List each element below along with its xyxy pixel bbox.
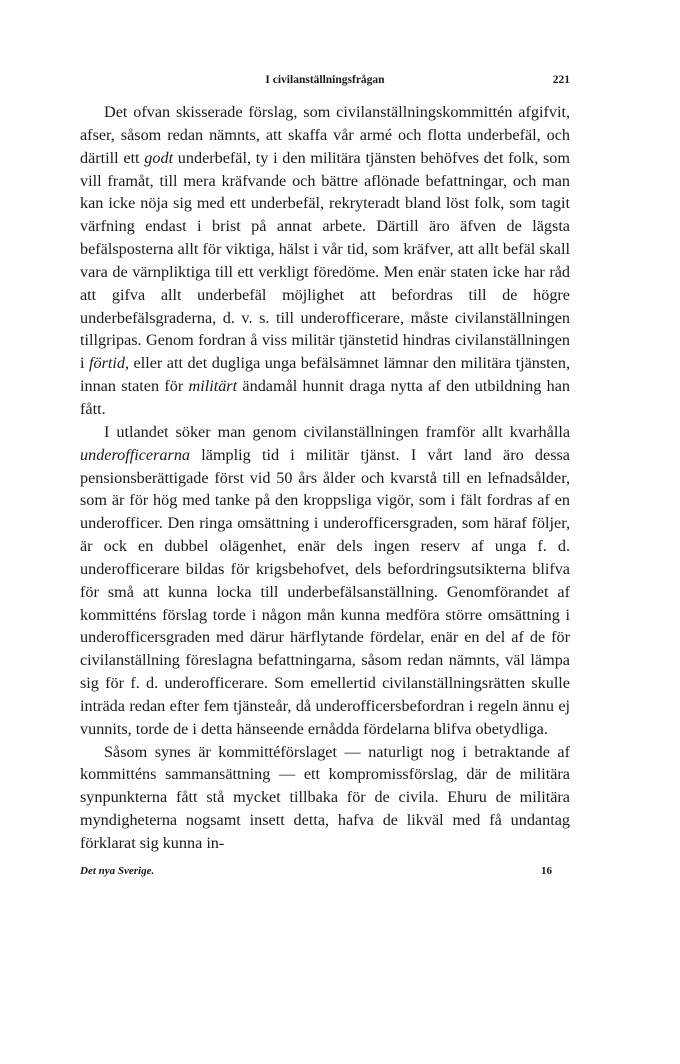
text-segment: I utlandet söker man genom civilanställningen framför allt kvarhålla — [104, 422, 570, 441]
text-segment: Såsom synes är kommittéförslaget — naturligt nog i betraktande af kommitténs sammansättning — ett kompromissförslag, där de militära synpunkterna fått stå mycket tillbaka för de civila. Ehuru de militära myndigheterna nogsamt insett detta, hafva de likväl med få undantag förklarat sig kunna in- — [80, 742, 570, 852]
text-segment: lämplig tid i militär tjänst. I vårt land äro dessa pensionsberättigade först vid 50 års ålder och kvarstå till en lefnadsålder, som är för hög med tanke på den kroppsliga vigör, som i fält fordras af en underofficer. Den ringa omsättning i underofficersgraden, som häraf följer, är ock en dubbel olägenhet, enär dels ingen reserv af unga f. d. underofficerare bildas för krigsbehofvet, dels befordringsutsikterna blifva för små att kunna locka till underbefälsanställning. Genomförandet af kommitténs förslag torde i någon mån kunna medföra större omsättning i underofficersgraden med därur härflytande fördelar, enär en del af de för civilanställning föreslagna befattningarna, såsom redan nämnts, väl lämpa sig för f. d. underofficerare. Som emellertid civilanställningsrätten skulle inträda redan efter fem tjänsteår, då underofficersbefordran i regeln ännu ej vunnits, torde de i detta hänseende ernådda fördelarna blifva obetydliga. — [80, 445, 570, 738]
book-page — [80, 70, 570, 883]
paragraph — [80, 741, 570, 855]
running-header — [80, 70, 570, 94]
page-footer — [80, 863, 570, 883]
text-segment: Det ofvan skisserade förslag, som civilanställningskommittén afgifvit, afser, såsom redan nämnts, att skaffa vår armé och flotta underbefäl, och därtill ett — [80, 103, 570, 167]
italic-text: underofficerarna — [80, 445, 191, 464]
running-title: I civilanställningsfrågan — [265, 74, 385, 86]
text-segment: underbefäl, ty i den militära tjänsten behöfves det folk, som vill framåt, till mera kräfvande och bättre aflönade befattningar, och man kan icke nöja sig med ett underbefäl, rekryteradt bland löst folk, som tagit värfning endast i brist på annat arbete. Därtill äro äfven de lägsta befälsposterna allt för viktiga, hälst i vår tid, som kräfver, att allt befäl skall vara de värnpliktiga till ett verkligt föredöme. Men enär staten icke har råd att gifva allt underbefäl möjlighet att befordras till de högre underbefälsgraderna, d. v. s. till underofficerare, måste civilanställningen tillgripas. Genom fordran å viss militär tjänstetid hindras civilanställningen i — [80, 148, 570, 373]
signature-mark: Det nya Sverige. — [80, 864, 155, 877]
italic-text: förtid, — [89, 354, 130, 373]
italic-text: militärt — [188, 377, 238, 396]
text-segment: ändamål hunnit draga nytta af den utbildning han fått. — [80, 377, 570, 418]
paragraph — [80, 101, 570, 421]
text-segment: eller att det dugliga unga befälsämnet lämnar den militära tjänsten, innan staten för — [80, 354, 570, 396]
body-text — [80, 101, 570, 855]
page-number: 221 — [552, 74, 570, 86]
paragraph — [80, 421, 570, 741]
sheet-number: 16 — [541, 864, 552, 877]
italic-text: godt — [144, 148, 174, 167]
